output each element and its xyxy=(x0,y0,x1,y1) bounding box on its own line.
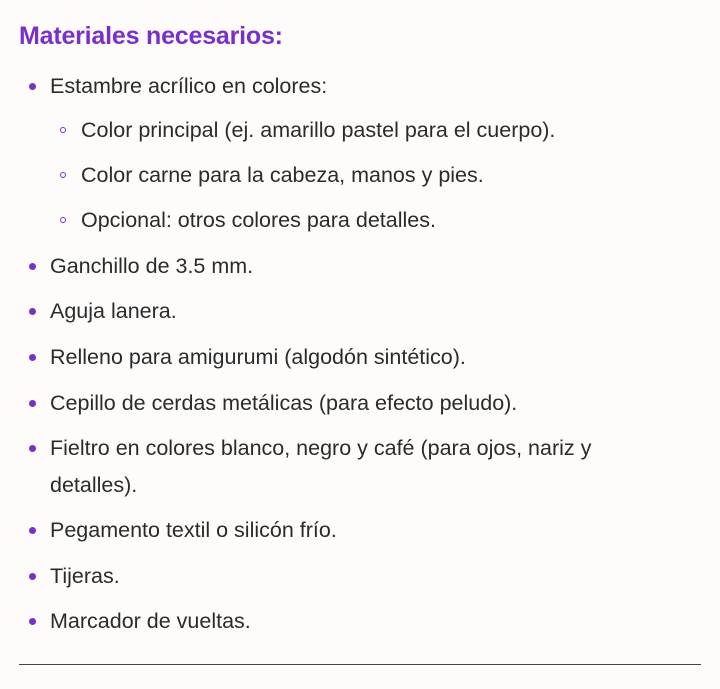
hollow-bullet-icon xyxy=(60,217,66,223)
horizontal-divider xyxy=(19,664,701,665)
bullet-icon xyxy=(29,83,36,90)
list-item-text: Tijeras. xyxy=(50,564,120,588)
list-item-text: Estambre acrílico en colores: xyxy=(50,74,328,98)
bullet-icon xyxy=(29,308,36,315)
sub-list-item-text: Color carne para la cabeza, manos y pies. xyxy=(81,163,484,187)
list-item-text: Fieltro en colores blanco, negro y café (para ojos, nariz y detalles). xyxy=(50,436,592,497)
list-item-text: Aguja lanera. xyxy=(50,299,177,323)
list-item-text: Relleno para amigurumi (algodón sintético). xyxy=(50,345,466,369)
bullet-icon xyxy=(29,263,36,270)
section-heading: Materiales necesarios: xyxy=(19,22,283,50)
hollow-bullet-icon xyxy=(60,127,66,133)
bullet-icon xyxy=(29,400,36,407)
list-item-text: Ganchillo de 3.5 mm. xyxy=(50,254,254,278)
bullet-icon xyxy=(29,527,36,534)
list-item-text: Pegamento textil o silicón frío. xyxy=(50,518,337,542)
bullet-icon xyxy=(29,445,36,452)
sub-list-item-text: Color principal (ej. amarillo pastel para el cuerpo). xyxy=(81,118,556,142)
bullet-icon xyxy=(29,618,36,625)
sub-list-item-text: Opcional: otros colores para detalles. xyxy=(81,208,436,232)
list-item-text: Cepillo de cerdas metálicas (para efecto peludo). xyxy=(50,391,518,415)
list-item-text: Marcador de vueltas. xyxy=(50,609,251,633)
hollow-bullet-icon xyxy=(60,172,66,178)
bullet-icon xyxy=(29,573,36,580)
bullet-icon xyxy=(29,354,36,361)
